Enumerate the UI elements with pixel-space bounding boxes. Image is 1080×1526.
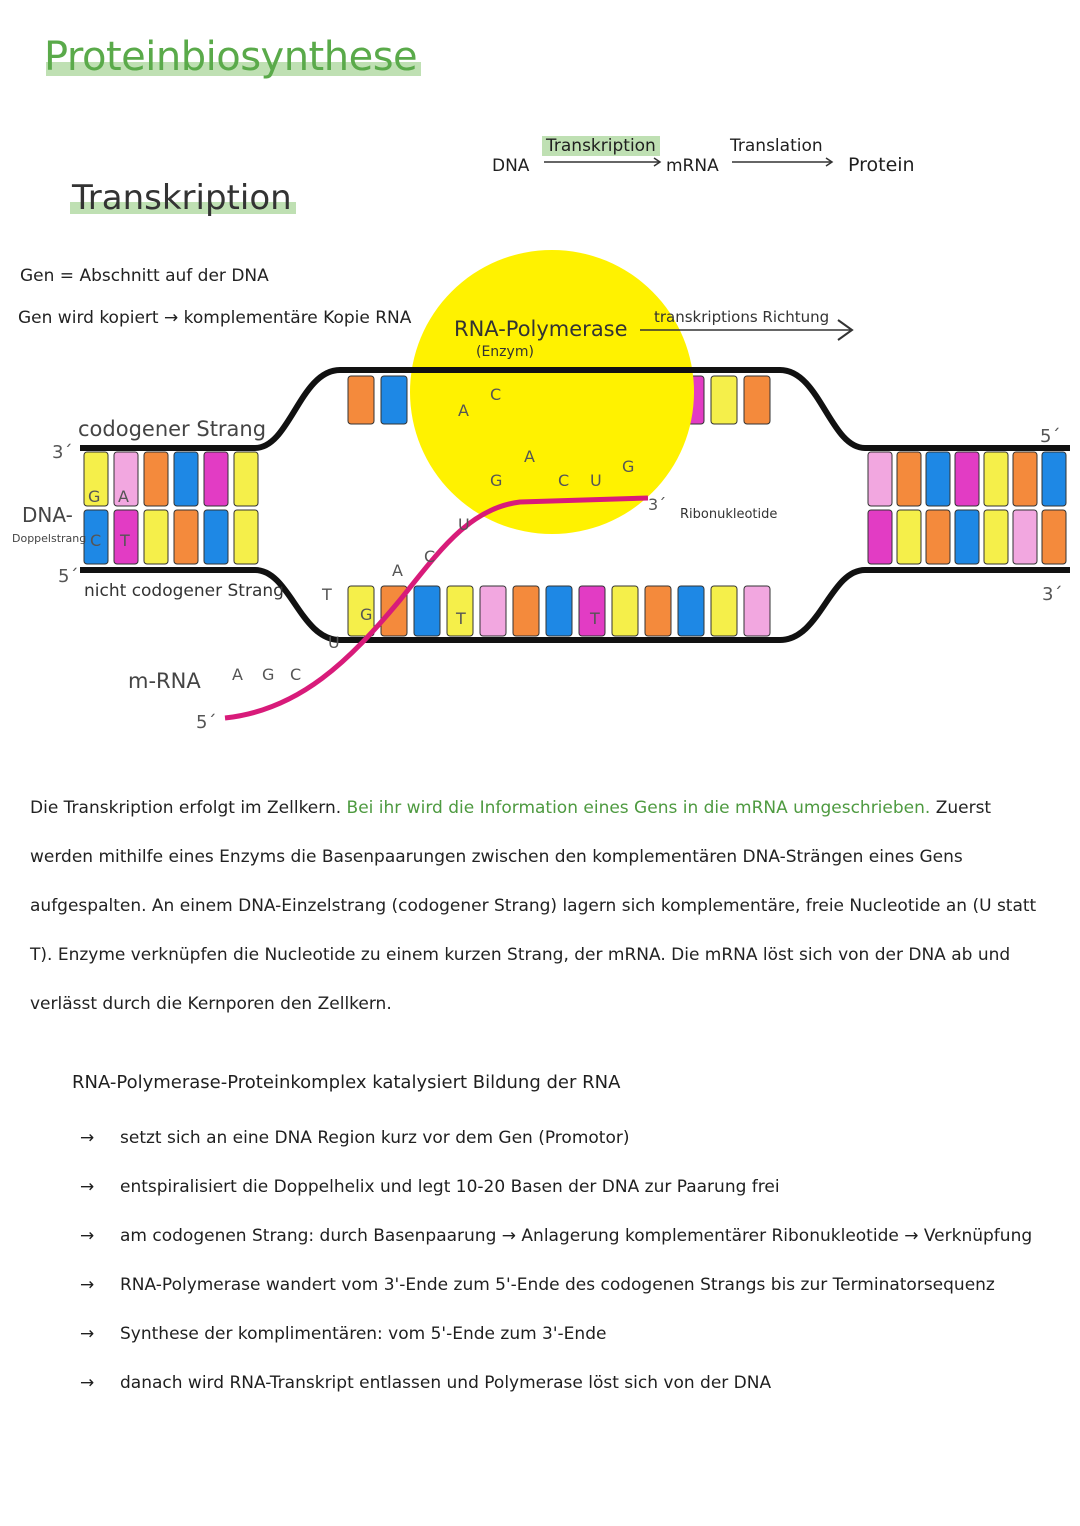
dna-base xyxy=(414,586,440,636)
dna-base xyxy=(678,586,704,636)
dna-base xyxy=(348,376,374,424)
polymerase-steps-list xyxy=(80,1120,1050,1414)
flow-protein: Protein xyxy=(848,154,915,176)
dna-base xyxy=(381,376,407,424)
base-letter: A xyxy=(232,665,243,684)
dna-base xyxy=(645,586,671,636)
ribonucleotide-label: Ribonukleotide xyxy=(680,507,778,522)
end-3-left: 3´ xyxy=(52,442,73,463)
base-letter: A xyxy=(392,561,403,580)
mrna-label: m-RNA xyxy=(128,669,201,693)
list-item-text: RNA-Polymerase wandert vom 3'-Ende zum 5'-Ende des codogenen Strangs bis zur Terminatorsequenz xyxy=(120,1275,995,1295)
base-letter: C xyxy=(290,665,302,684)
paragraph-part-1: Die Transkription erfolgt im Zellkern. xyxy=(30,798,342,818)
end-3-rna: 3´ xyxy=(648,495,667,514)
base-letter: C xyxy=(490,385,502,404)
rna-polymerase-shape xyxy=(410,250,694,534)
dna-base xyxy=(897,452,921,506)
end-5-right: 5´ xyxy=(1040,426,1061,447)
codogen-strand-label: codogener Strang xyxy=(78,417,267,441)
base-letter: A xyxy=(524,447,535,466)
transcription-paragraph xyxy=(30,784,1040,1029)
dna-base xyxy=(984,510,1008,564)
list-item xyxy=(80,1267,1050,1316)
dna-base xyxy=(612,586,638,636)
base-letter: G xyxy=(88,487,101,506)
dna-base xyxy=(1013,510,1037,564)
arrow-icon: → xyxy=(80,1226,95,1246)
note-gene-definition: Gen = Abschnitt auf der DNA xyxy=(20,266,269,286)
base-letter: U xyxy=(590,471,602,490)
dna-base xyxy=(546,586,572,636)
list-item-text: setzt sich an eine DNA Region kurz vor dem Gen (Promotor) xyxy=(120,1128,630,1148)
arrow-icon: → xyxy=(80,1324,95,1344)
arrow-icon: → xyxy=(80,1275,95,1295)
dna-base xyxy=(955,510,979,564)
base-letter: G xyxy=(622,457,635,476)
dna-base xyxy=(204,452,228,506)
page-title: Proteinbiosynthese xyxy=(44,34,418,80)
dna-base xyxy=(868,510,892,564)
dna-base xyxy=(1042,510,1066,564)
list-item xyxy=(80,1218,1050,1267)
base-letter: C xyxy=(424,547,436,566)
dna-base xyxy=(711,376,737,424)
dna-base xyxy=(926,510,950,564)
dna-base xyxy=(868,452,892,506)
transcription-diagram xyxy=(0,240,1080,740)
list-item-text: danach wird RNA-Transkript entlassen und Polymerase löst sich von der DNA xyxy=(120,1373,772,1393)
list-item xyxy=(80,1120,1050,1169)
arrow-icon: → xyxy=(80,1177,95,1197)
dna-base xyxy=(204,510,228,564)
dna-base xyxy=(711,586,737,636)
dna-base xyxy=(744,586,770,636)
list-title: RNA-Polymerase-Proteinkomplex katalysiert Bildung der RNA xyxy=(72,1072,621,1093)
dna-base xyxy=(513,586,539,636)
base-letter: U xyxy=(458,515,470,534)
noncodogen-strand-label: nicht codogener Strang xyxy=(84,581,284,601)
dna-base xyxy=(144,510,168,564)
dna-base xyxy=(926,452,950,506)
base-letter: G xyxy=(490,471,503,490)
paragraph-part-2: Bei ihr wird die Information eines Gens in die mRNA umgeschrieben. xyxy=(346,798,931,818)
dna-base xyxy=(1013,452,1037,506)
end-5-rna: 5´ xyxy=(196,712,217,733)
dna-base xyxy=(480,586,506,636)
list-item-text: entspiralisiert die Doppelhelix und legt 10-20 Basen der DNA zur Paarung frei xyxy=(120,1177,780,1197)
direction-label: transkriptions Richtung xyxy=(654,308,830,326)
end-3-right: 3´ xyxy=(1042,584,1063,605)
base-letter: C xyxy=(90,531,102,550)
central-dogma-flow xyxy=(492,132,932,182)
enzyme-label: (Enzym) xyxy=(476,344,534,360)
section-title: Transkription xyxy=(72,178,292,218)
dna-base xyxy=(744,376,770,424)
base-letter: T xyxy=(590,609,600,628)
dna-base xyxy=(955,452,979,506)
end-5-left: 5´ xyxy=(58,566,79,587)
list-item xyxy=(80,1169,1050,1218)
dna-base xyxy=(144,452,168,506)
dna-base xyxy=(234,510,258,564)
flow-dna: DNA xyxy=(492,156,530,176)
arrow-icon: → xyxy=(80,1373,95,1393)
base-letter: C xyxy=(558,471,570,490)
list-item-text: am codogenen Strang: durch Basenpaarung → Anlagerung komplementärer Ribonukleotide → Verknüpfung xyxy=(120,1226,1033,1246)
arrow-icon: → xyxy=(80,1128,95,1148)
base-letter: U xyxy=(328,633,340,652)
base-letter: G xyxy=(360,605,373,624)
dna-base xyxy=(174,510,198,564)
paragraph-part-3: Zuerst werden mithilfe eines Enzyms die Basenpaarungen zwischen den komplementären DNA-Strängen eines Gens aufgespalten. An einem DNA-Einzelstrang (codogener Strang) lagern sich komplementäre, freie Nucleotide an (U statt T). Enzyme verknüpfen die Nucleotide zu einem kurzen Strang, der mRNA. Die mRNA löst sich von der DNA ab und verlässt durch die Kernporen den Zellkern. xyxy=(30,798,1037,1014)
base-letter: G xyxy=(262,665,275,684)
base-letter: T xyxy=(120,531,130,550)
polymerase-label: RNA-Polymerase xyxy=(454,317,628,341)
list-item xyxy=(80,1316,1050,1365)
flow-transkription: Transkription xyxy=(542,136,660,156)
flow-mrna: mRNA xyxy=(666,156,719,176)
base-letter: A xyxy=(458,401,469,420)
base-letter: T xyxy=(456,609,466,628)
base-letter: A xyxy=(118,487,129,506)
doppelstrang-label: Doppelstrang xyxy=(12,532,87,545)
dna-base xyxy=(897,510,921,564)
list-item xyxy=(80,1365,1050,1414)
flow-translation: Translation xyxy=(730,136,823,156)
note-gene-copy: Gen wird kopiert → komplementäre Kopie RNA xyxy=(18,308,412,328)
dna-label: DNA- xyxy=(22,503,73,527)
dna-base xyxy=(984,452,1008,506)
base-letter: T xyxy=(322,585,332,604)
dna-base xyxy=(234,452,258,506)
dna-base xyxy=(174,452,198,506)
dna-base xyxy=(1042,452,1066,506)
list-item-text: Synthese der komplimentären: vom 5'-Ende zum 3'-Ende xyxy=(120,1324,607,1344)
